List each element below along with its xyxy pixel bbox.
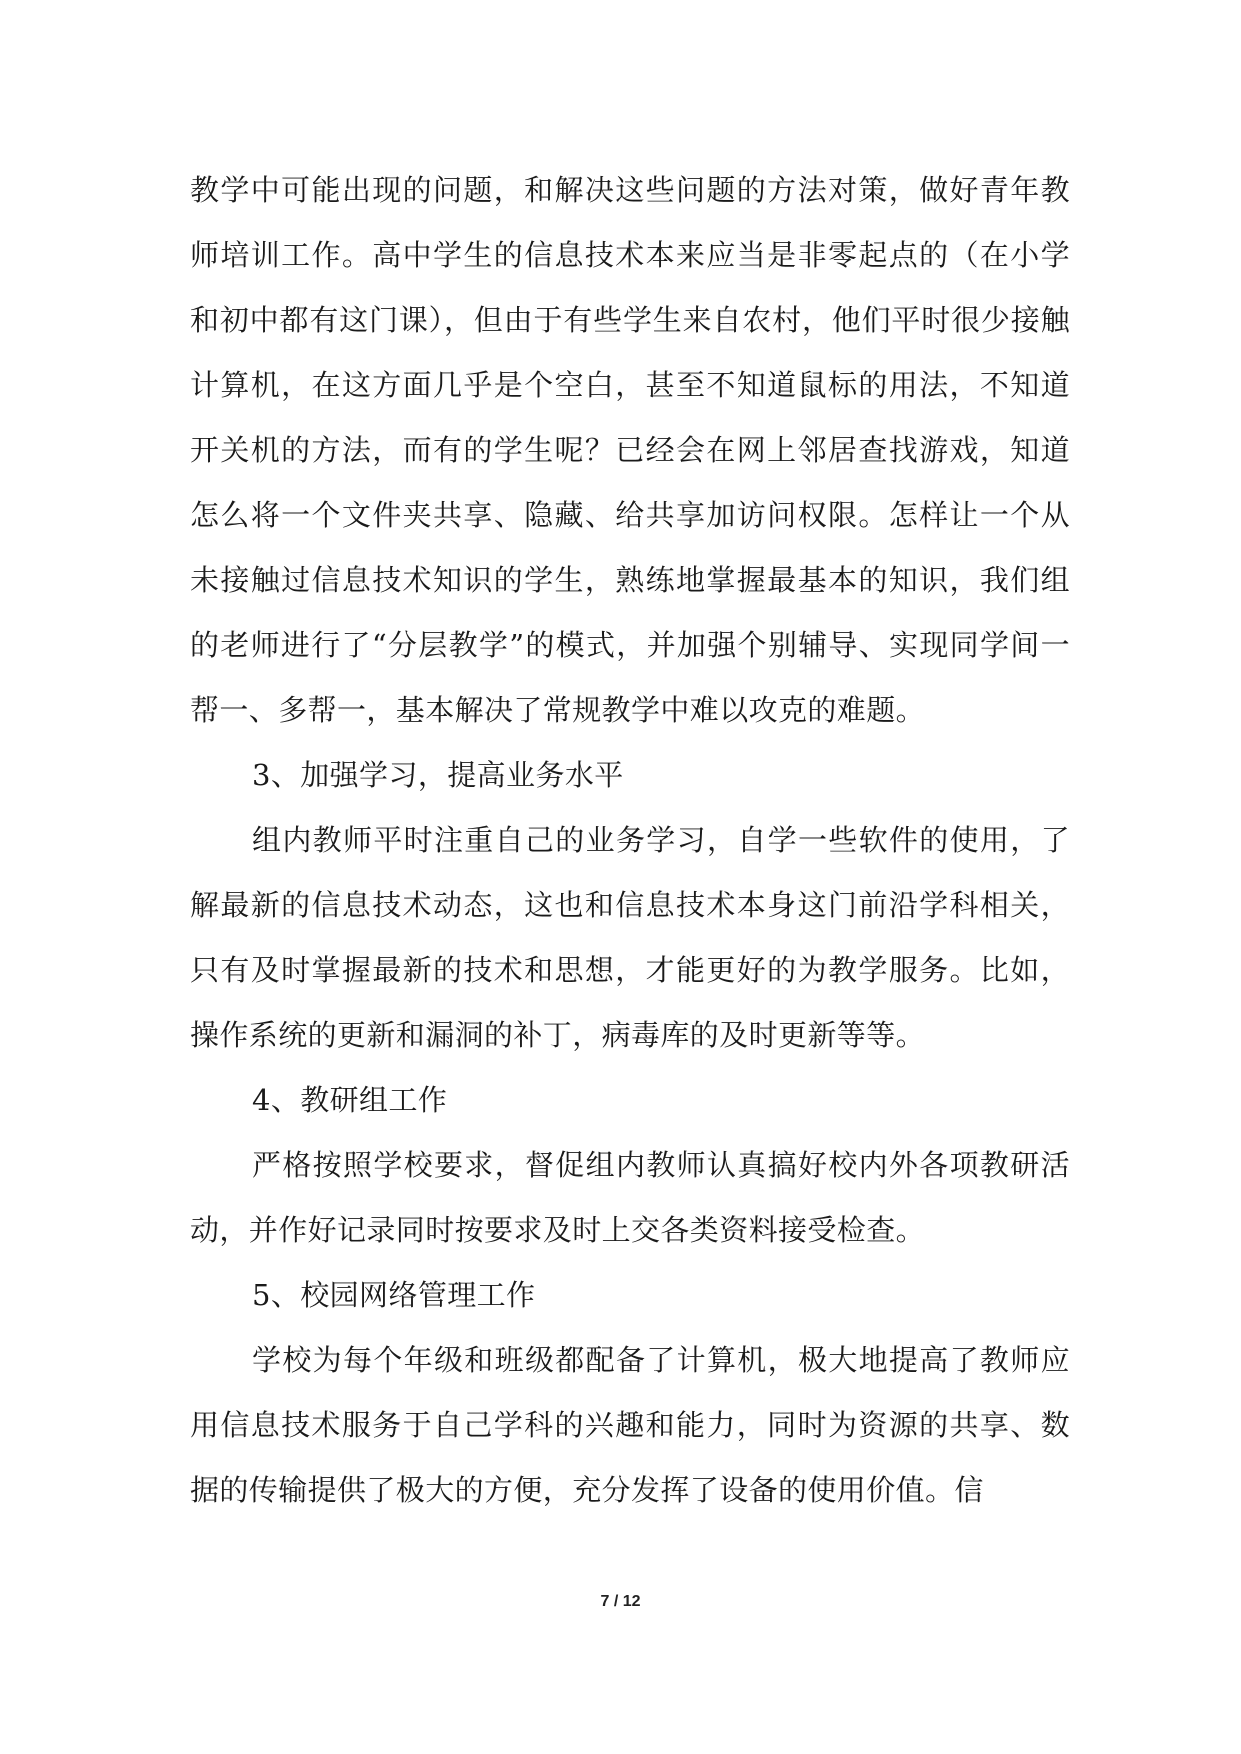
page-number: 7 / 12 [600, 1593, 641, 1610]
section-heading-4: 4、教研组工作 [252, 1083, 448, 1117]
paragraph-network: 学校为每个年级和班级都配备了计算机，极大地提高了教师应用信息技术服务于自己学科的兴趣和能力，同时为资源的共享、数据的传输提供了极大的方便，充分发挥了设备的使用价值。信 [190, 1343, 1070, 1507]
paragraph-continued: 教学中可能出现的问题，和解决这些问题的方法对策，做好青年教师培训工作。高中学生的信息技术本来应当是非零起点的（在小学和初中都有这门课），但由于有些学生来自农村，他们平时很少接触计算机，在这方面几乎是个空白，甚至不知道鼠标的用法，不知道开关机的方法，而有的学生呢？已经会在网上邻居查找游戏，知道怎么将一个文件夹共享、隐藏、给共享加访问权限。怎样让一个从未接触过信息技术知识的学生，熟练地掌握最基本的知识，我们组的老师进行了“分层教学”的模式，并加强个别辅导、实现同学间一帮一、多帮一，基本解决了常规教学中难以攻克的难题。 [190, 173, 1070, 727]
section-heading-3: 3、加强学习，提高业务水平 [252, 758, 624, 792]
section-heading-5: 5、校园网络管理工作 [252, 1278, 536, 1312]
document-body [190, 158, 1070, 1523]
paragraph-study: 组内教师平时注重自己的业务学习，自学一些软件的使用，了解最新的信息技术动态，这也和信息技术本身这门前沿学科相关，只有及时掌握最新的技术和思想，才能更好的为教学服务。比如，操作系统的更新和漏洞的补丁，病毒库的及时更新等等。 [190, 823, 1070, 1052]
paragraph-research-group: 严格按照学校要求，督促组内教师认真搞好校内外各项教研活动，并作好记录同时按要求及时上交各类资料接受检查。 [190, 1148, 1070, 1247]
